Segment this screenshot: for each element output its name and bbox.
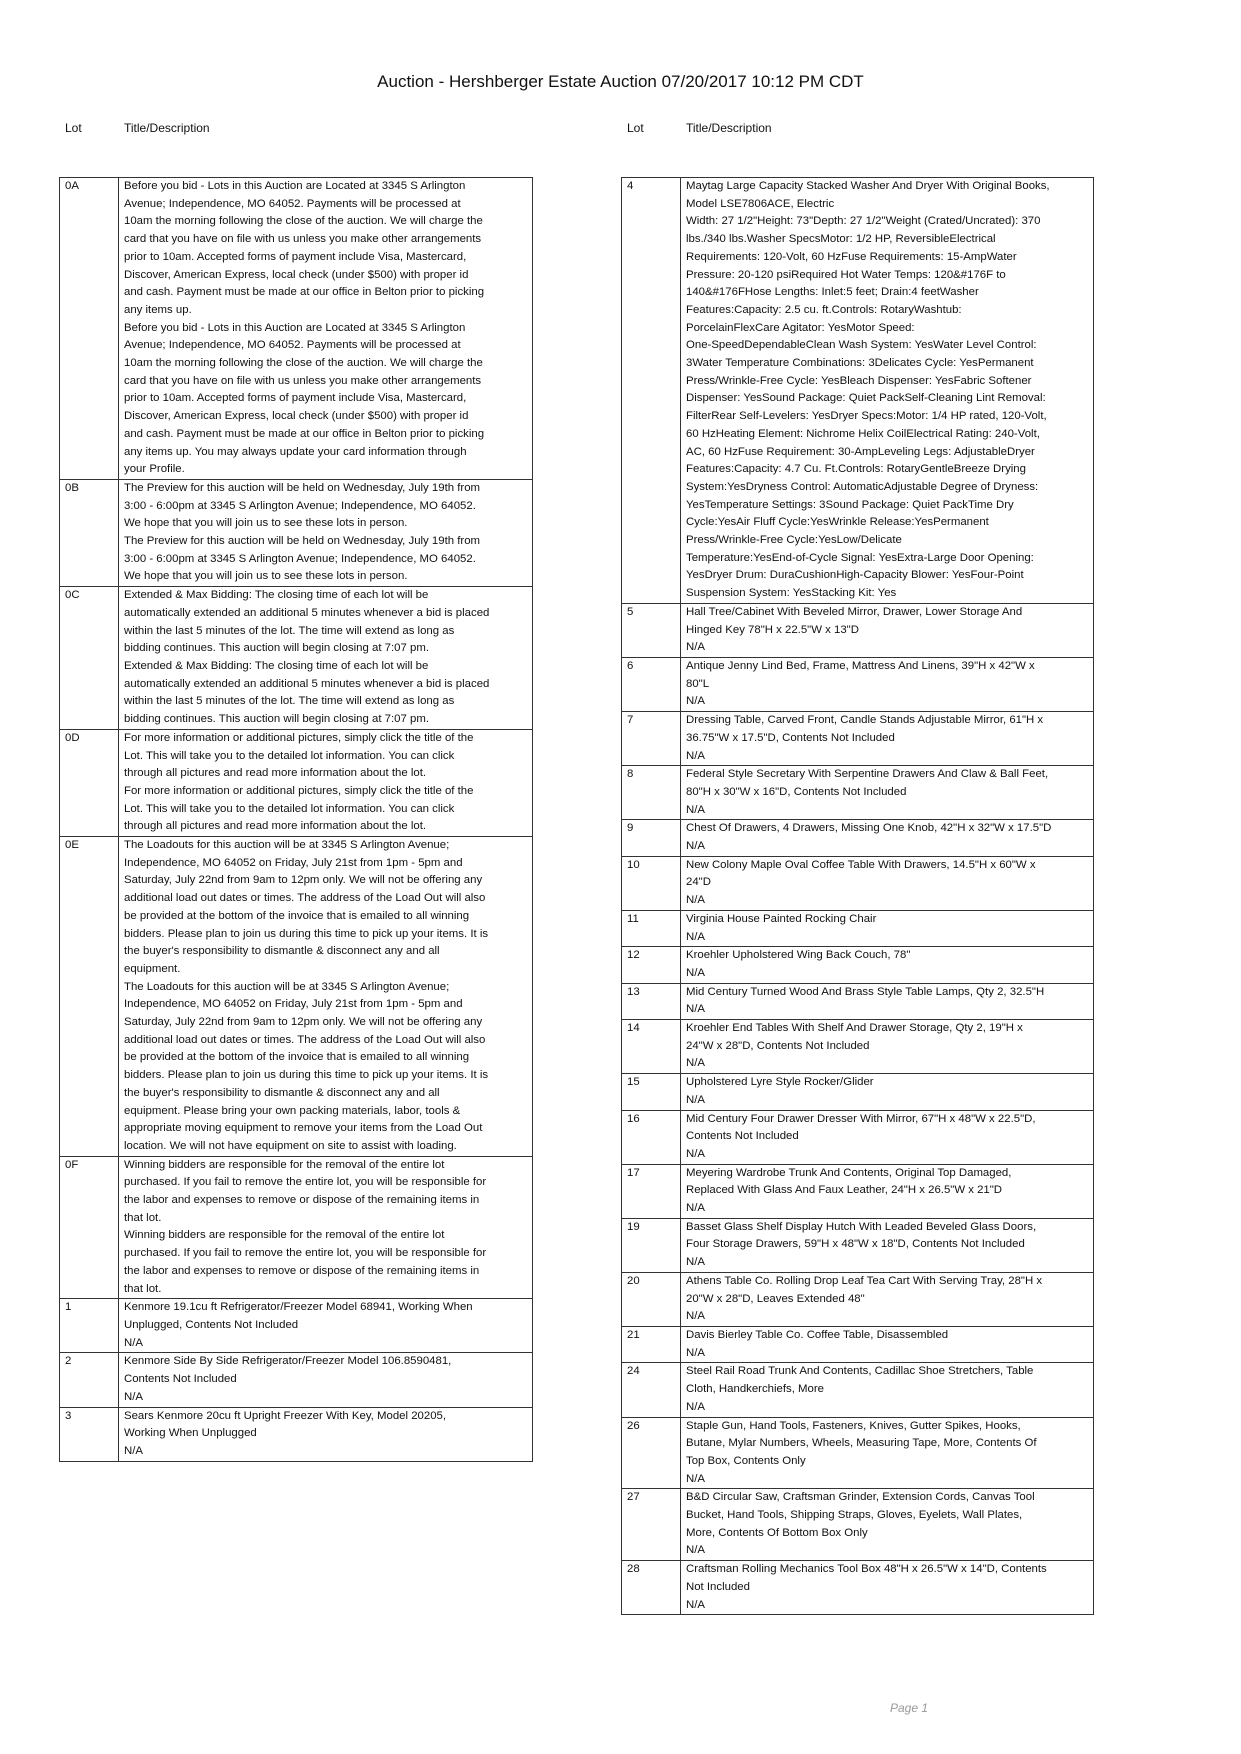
description-line: Kroehler End Tables With Shelf And Drawer Storage, Qty 2, 19"H x	[686, 1022, 1023, 1035]
lot-number: 0A	[60, 178, 119, 480]
description-line: 3Water Temperature Combinations: 3Delicates Cycle: YesPermanent	[686, 357, 1034, 370]
lot-description	[119, 729, 533, 836]
description-line: Upholstered Lyre Style Rocker/Glider	[686, 1076, 874, 1089]
lot-number: 7	[622, 712, 681, 766]
description-line: Cloth, Handkerchiefs, More	[686, 1383, 825, 1396]
table-row	[622, 983, 1094, 1019]
lot-number: 6	[622, 657, 681, 711]
description-line: N/A	[686, 1544, 705, 1557]
description-line: prior to 10am. Accepted forms of payment include Visa, Mastercard,	[124, 250, 467, 263]
table-row	[622, 603, 1094, 657]
description-line: Bucket, Hand Tools, Shipping Straps, Gloves, Eyelets, Wall Plates,	[686, 1509, 1023, 1522]
description-line: The Loadouts for this auction will be at 3345 S Arlington Avenue;	[124, 980, 450, 993]
description-line: lbs./340 lbs.Washer SpecsMotor: 1/2 HP, ReversibleElectrical	[686, 233, 996, 246]
description-line: N/A	[686, 1256, 705, 1269]
description-line: bidders. Please plan to join us during this time to pick up your items. It is	[124, 927, 489, 940]
lot-description	[119, 1353, 533, 1407]
table-row	[60, 1407, 533, 1461]
description-line: N/A	[686, 1093, 705, 1106]
description-line: bidding continues. This auction will begin closing at 7:07 pm.	[124, 713, 429, 726]
description-line: Press/Wrinkle-Free Cycle:YesLow/Delicate	[686, 534, 902, 547]
page-title: Auction - Hershberger Estate Auction 07/20/2017 10:12 PM CDT	[377, 72, 864, 91]
description-line: bidders. Please plan to join us during this time to pick up your items. It is	[124, 1069, 489, 1082]
description-line: and cash. Payment must be made at our office in Belton prior to picking	[124, 286, 485, 299]
table-row	[622, 712, 1094, 766]
lot-description	[681, 1272, 1094, 1326]
description-line: Discover, American Express, local check (under $500) with proper id	[124, 268, 469, 281]
lot-description	[119, 479, 533, 586]
description-line: Before you bid - Lots in this Auction are Located at 3345 S Arlington	[124, 321, 466, 334]
description-line: Top Box, Contents Only	[686, 1454, 806, 1467]
description-line: N/A	[686, 1003, 705, 1016]
lot-number: 11	[622, 910, 681, 946]
lot-description	[681, 657, 1094, 711]
lot-number: 21	[622, 1327, 681, 1363]
lot-description	[119, 1156, 533, 1299]
description-line: within the last 5 minutes of the lot. The time will extend as long as	[124, 624, 455, 637]
description-line: Antique Jenny Lind Bed, Frame, Mattress And Linens, 39"H x 42"W x	[686, 659, 1035, 672]
description-line: AC, 60 HzFuse Requirement: 30-AmpLeveling Legs: AdjustableDryer	[686, 445, 1035, 458]
description-line: automatically extended an additional 5 minutes whenever a bid is placed	[124, 606, 490, 619]
column-header-description-left: Title/Description	[124, 121, 210, 135]
description-line: Press/Wrinkle-Free Cycle: YesBleach Dispenser: YesFabric Softener	[686, 374, 1032, 387]
lot-description	[681, 712, 1094, 766]
column-header-description-right: Title/Description	[686, 121, 772, 135]
description-line: additional load out dates or times. The address of the Load Out will also	[124, 892, 486, 905]
description-line: the labor and expenses to remove or dispose of the remaining items in	[124, 1264, 480, 1277]
description-line: Discover, American Express, local check (under $500) with proper id	[124, 410, 469, 423]
description-line: PorcelainFlexCare Agitator: YesMotor Speed:	[686, 321, 915, 334]
description-line: Winning bidders are responsible for the removal of the entire lot	[124, 1229, 445, 1242]
lot-number: 0B	[60, 479, 119, 586]
description-line: Requirements: 120-Volt, 60 HzFuse Requirements: 15-AmpWater	[686, 250, 1017, 263]
lot-number: 10	[622, 856, 681, 910]
description-line: Contents Not Included	[124, 1373, 237, 1386]
table-row	[622, 657, 1094, 711]
description-line: 3:00 - 6:00pm at 3345 S Arlington Avenue; Independence, MO 64052.	[124, 499, 476, 512]
lot-number: 1	[60, 1299, 119, 1353]
description-line: Steel Rail Road Trunk And Contents, Cadillac Shoe Stretchers, Table	[686, 1365, 1034, 1378]
description-line: 140&#176FHose Lengths: Inlet:5 feet; Drain:4 feetWasher	[686, 286, 979, 299]
lot-description	[681, 947, 1094, 983]
description-line: The Preview for this auction will be held on Wednesday, July 19th from	[124, 535, 481, 548]
description-line: YesTemperature Settings: 3Sound Package: Quiet PackTime Dry	[686, 498, 1014, 511]
description-line: N/A	[686, 1598, 705, 1611]
description-line: Mid Century Four Drawer Dresser With Mirror, 67"H x 48"W x 22.5"D,	[686, 1112, 1036, 1125]
description-line: The Preview for this auction will be held on Wednesday, July 19th from	[124, 481, 481, 494]
description-line: FilterRear Self-Levelers: YesDryer Specs:Motor: 1/4 HP rated, 120-Volt,	[686, 410, 1047, 423]
lot-table-left	[59, 177, 533, 1462]
description-line: Staple Gun, Hand Tools, Fasteners, Knives, Gutter Spikes, Hooks,	[686, 1419, 1021, 1432]
description-line: Hall Tree/Cabinet With Beveled Mirror, Drawer, Lower Storage And	[686, 605, 1023, 618]
table-row	[622, 856, 1094, 910]
lot-description	[681, 178, 1094, 604]
lot-table-right	[621, 177, 1094, 1615]
description-line: that lot.	[124, 1282, 162, 1295]
description-line: any items up.	[124, 303, 192, 316]
column-header-lot-left: Lot	[65, 121, 82, 135]
column-header-lot-right: Lot	[627, 121, 644, 135]
lot-description	[119, 1407, 533, 1461]
table-row	[60, 1299, 533, 1353]
description-line: 60 HzHeating Element: Nichrome Helix CoilElectrical Rating: 240-Volt,	[686, 427, 1040, 440]
lot-number: 0F	[60, 1156, 119, 1299]
description-line: Width: 27 1/2"Height: 73"Depth: 27 1/2"Weight (Crated/Uncrated): 370	[686, 215, 1041, 228]
table-row	[622, 1020, 1094, 1074]
description-line: Unplugged, Contents Not Included	[124, 1319, 299, 1331]
description-line: Winning bidders are responsible for the removal of the entire lot	[124, 1158, 445, 1171]
lot-number: 3	[60, 1407, 119, 1461]
description-line: Mid Century Turned Wood And Brass Style Table Lamps, Qty 2, 32.5"H	[686, 985, 1045, 998]
lot-description	[681, 1363, 1094, 1417]
description-line: Before you bid - Lots in this Auction are Located at 3345 S Arlington	[124, 180, 466, 192]
lot-description	[681, 1327, 1094, 1363]
lot-number: 0C	[60, 587, 119, 730]
lot-number: 0E	[60, 837, 119, 1157]
table-row	[622, 766, 1094, 820]
description-line: Lot. This will take you to the detailed lot information. You can click	[124, 802, 455, 815]
description-line: additional load out dates or times. The address of the Load Out will also	[124, 1033, 486, 1046]
description-line: the labor and expenses to remove or dispose of the remaining items in	[124, 1194, 480, 1207]
lot-description	[681, 1074, 1094, 1110]
description-line: N/A	[686, 840, 705, 853]
description-line: Kenmore Side By Side Refrigerator/Freezer Model 106.8590481,	[124, 1355, 452, 1368]
lot-number: 0D	[60, 729, 119, 836]
lot-number: 13	[622, 983, 681, 1019]
description-line: N/A	[686, 1346, 705, 1359]
lot-description	[681, 1561, 1094, 1615]
description-line: For more information or additional pictures, simply click the title of the	[124, 784, 474, 797]
description-line: purchased. If you fail to remove the entire lot, you will be responsible for	[124, 1176, 487, 1189]
description-line: Avenue; Independence, MO 64052. Payments will be processed at	[124, 197, 461, 210]
description-line: Independence, MO 64052 on Friday, July 21st from 1pm - 5pm and	[124, 856, 463, 869]
description-line: Dispenser: YesSound Package: Quiet PackSelf-Cleaning Lint Removal:	[686, 392, 1046, 405]
description-line: Independence, MO 64052 on Friday, July 21st from 1pm - 5pm and	[124, 998, 463, 1011]
description-line: For more information or additional pictures, simply click the title of the	[124, 731, 474, 744]
description-line: Meyering Wardrobe Trunk And Contents, Original Top Damaged,	[686, 1166, 1012, 1179]
table-row	[60, 587, 533, 730]
description-line: Chest Of Drawers, 4 Drawers, Missing One Knob, 42"H x 32"W x 17.5"D	[686, 822, 1052, 835]
description-line: automatically extended an additional 5 minutes whenever a bid is placed	[124, 677, 490, 690]
description-line: through all pictures and read more information about the lot.	[124, 820, 427, 833]
table-row	[622, 1417, 1094, 1489]
table-row	[60, 479, 533, 586]
lot-description	[681, 910, 1094, 946]
lot-number: 4	[622, 178, 681, 604]
description-line: Suspension System: YesStacking Kit: Yes	[686, 587, 897, 600]
description-line: Model LSE7806ACE, Electric	[686, 197, 835, 210]
description-line: Federal Style Secretary With Serpentine Drawers And Claw & Ball Feet,	[686, 768, 1049, 781]
description-line: N/A	[686, 695, 705, 708]
description-line: N/A	[686, 930, 705, 943]
lot-number: 24	[622, 1363, 681, 1417]
description-line: Working When Unplugged	[124, 1427, 257, 1440]
description-line: equipment. Please bring your own packing materials, labor, tools &	[124, 1104, 461, 1117]
description-line: Pressure: 20-120 psiRequired Hot Water Temps: 120&#176F to	[686, 268, 1006, 281]
description-line: System:YesDryness Control: AutomaticAdjustable Degree of Dryness:	[686, 480, 1039, 493]
description-line: be provided at the bottom of the invoice that is emailed to all winning	[124, 1051, 470, 1064]
description-line: N/A	[686, 641, 705, 654]
description-line: and cash. Payment must be made at our office in Belton prior to picking	[124, 427, 485, 440]
lot-number: 2	[60, 1353, 119, 1407]
description-line: Cycle:YesAir Fluff Cycle:YesWrinkle Release:YesPermanent	[686, 516, 989, 529]
description-line: any items up. You may always update your card information through	[124, 445, 467, 458]
description-line: N/A	[124, 1444, 143, 1457]
lot-description	[681, 1489, 1094, 1561]
lot-number: 27	[622, 1489, 681, 1561]
description-line: be provided at the bottom of the invoice that is emailed to all winning	[124, 909, 470, 922]
table-row	[622, 1074, 1094, 1110]
description-line: Kenmore 19.1cu ft Refrigerator/Freezer Model 68941, Working When	[124, 1301, 473, 1314]
description-line: prior to 10am. Accepted forms of payment include Visa, Mastercard,	[124, 392, 467, 405]
lot-description	[119, 837, 533, 1157]
description-line: Temperature:YesEnd-of-Cycle Signal: YesExtra-Large Door Opening:	[686, 551, 1034, 564]
description-line: Virginia House Painted Rocking Chair	[686, 912, 877, 925]
description-line: your Profile.	[124, 463, 185, 476]
description-line: Dressing Table, Carved Front, Candle Stands Adjustable Mirror, 61"H x	[686, 714, 1044, 727]
description-line: One-SpeedDependableClean Wash System: YesWater Level Control:	[686, 339, 1037, 352]
lot-number: 26	[622, 1417, 681, 1489]
lot-number: 8	[622, 766, 681, 820]
description-line: that lot.	[124, 1211, 162, 1224]
description-line: the buyer's responsibility to dismantle & disconnect any and all	[124, 945, 440, 958]
table-row	[622, 910, 1094, 946]
description-line: Kroehler Upholstered Wing Back Couch, 78"	[686, 949, 911, 962]
description-line: Saturday, July 22nd from 9am to 12pm only. We will not be offering any	[124, 1016, 483, 1029]
description-line: 3:00 - 6:00pm at 3345 S Arlington Avenue; Independence, MO 64052.	[124, 552, 476, 565]
description-line: 36.75"W x 17.5"D, Contents Not Included	[686, 731, 895, 744]
description-line: purchased. If you fail to remove the entire lot, you will be responsible for	[124, 1247, 487, 1260]
description-line: location. We will not have equipment on site to assist with loading.	[124, 1139, 457, 1152]
description-line: card that you have on file with us unless you make other arrangements	[124, 374, 482, 387]
lot-description	[119, 1299, 533, 1353]
description-line: YesDryer Drum: DuraCushionHigh-Capacity Blower: YesFour-Point	[686, 569, 1024, 582]
description-line: appropriate moving equipment to remove your items from the Load Out	[124, 1122, 483, 1135]
description-line: 80"H x 30"W x 16"D, Contents Not Included	[686, 785, 907, 798]
lot-number: 14	[622, 1020, 681, 1074]
table-row	[622, 1272, 1094, 1326]
description-line: equipment.	[124, 962, 181, 975]
description-line: Contents Not Included	[686, 1130, 799, 1143]
description-line: Athens Table Co. Rolling Drop Leaf Tea Cart With Serving Tray, 28"H x	[686, 1274, 1043, 1287]
lot-description	[681, 820, 1094, 856]
description-line: Not Included	[686, 1580, 750, 1593]
table-row	[622, 1489, 1094, 1561]
table-row	[622, 1164, 1094, 1218]
description-line: N/A	[686, 966, 705, 979]
description-line: N/A	[686, 894, 705, 907]
description-line: 10am the morning following the close of the auction. We will charge the	[124, 357, 483, 370]
lot-number: 16	[622, 1110, 681, 1164]
lot-description	[681, 1218, 1094, 1272]
description-line: N/A	[686, 1202, 705, 1215]
description-line: Features:Capacity: 4.7 Cu. Ft.Controls: RotaryGentleBreeze Drying	[686, 463, 1026, 476]
lot-description	[119, 178, 533, 480]
lot-description	[681, 603, 1094, 657]
table-row	[60, 1353, 533, 1407]
description-line: Davis Bierley Table Co. Coffee Table, Disassembled	[686, 1329, 949, 1341]
description-line: N/A	[686, 749, 705, 762]
description-line: 20"W x 28"D, Leaves Extended 48"	[686, 1292, 865, 1305]
lot-description	[681, 1164, 1094, 1218]
description-line: Saturday, July 22nd from 9am to 12pm only. We will not be offering any	[124, 874, 483, 887]
lot-number: 5	[622, 603, 681, 657]
lot-description	[119, 587, 533, 730]
lot-description	[681, 1020, 1094, 1074]
table-row	[622, 1561, 1094, 1615]
description-line: Butane, Mylar Numbers, Wheels, Measuring Tape, More, Contents Of	[686, 1437, 1037, 1450]
description-line: 80"L	[686, 677, 710, 690]
description-line: N/A	[686, 1400, 705, 1413]
lot-description	[681, 1417, 1094, 1489]
description-line: We hope that you will join us to see these lots in person.	[124, 570, 408, 583]
description-line: Four Storage Drawers, 59"H x 48"W x 18"D, Contents Not Included	[686, 1238, 1025, 1251]
lot-number: 9	[622, 820, 681, 856]
description-line: Features:Capacity: 2.5 cu. ft.Controls: RotaryWashtub:	[686, 303, 962, 316]
description-line: Hinged Key 78"H x 22.5"W x 13"D	[686, 623, 859, 636]
description-line: bidding continues. This auction will begin closing at 7:07 pm.	[124, 642, 429, 655]
lot-description	[681, 1110, 1094, 1164]
description-line: N/A	[686, 1147, 705, 1160]
description-line: More, Contents Of Bottom Box Only	[686, 1526, 868, 1539]
description-line: N/A	[124, 1336, 143, 1349]
table-row	[622, 178, 1094, 604]
lot-number: 15	[622, 1074, 681, 1110]
description-line: N/A	[686, 1472, 705, 1485]
table-row	[622, 1363, 1094, 1417]
description-line: Extended & Max Bidding: The closing time of each lot will be	[124, 659, 429, 672]
description-line: The Loadouts for this auction will be at 3345 S Arlington Avenue;	[124, 839, 450, 852]
description-line: Basset Glass Shelf Display Hutch With Leaded Beveled Glass Doors,	[686, 1220, 1037, 1233]
table-row	[622, 1218, 1094, 1272]
description-line: New Colony Maple Oval Coffee Table With Drawers, 14.5"H x 60"W x	[686, 858, 1036, 871]
table-row	[622, 1110, 1094, 1164]
description-line: card that you have on file with us unless you make other arrangements	[124, 233, 482, 246]
description-line: N/A	[686, 803, 705, 816]
table-row	[60, 1156, 533, 1299]
lot-number: 28	[622, 1561, 681, 1615]
lot-description	[681, 766, 1094, 820]
description-line: N/A	[124, 1390, 143, 1403]
table-row	[622, 1327, 1094, 1363]
description-line: through all pictures and read more information about the lot.	[124, 767, 427, 780]
table-row	[622, 820, 1094, 856]
lot-number: 12	[622, 947, 681, 983]
lot-description	[681, 983, 1094, 1019]
lot-number: 20	[622, 1272, 681, 1326]
lot-description	[681, 856, 1094, 910]
table-row	[60, 178, 533, 480]
lot-number: 19	[622, 1218, 681, 1272]
description-line: Extended & Max Bidding: The closing time of each lot will be	[124, 589, 429, 602]
description-line: within the last 5 minutes of the lot. The time will extend as long as	[124, 695, 455, 708]
table-row	[622, 947, 1094, 983]
description-line: B&D Circular Saw, Craftsman Grinder, Extension Cords, Canvas Tool	[686, 1491, 1035, 1504]
description-line: Craftsman Rolling Mechanics Tool Box 48"H x 26.5"W x 14"D, Contents	[686, 1563, 1047, 1576]
description-line: We hope that you will join us to see these lots in person.	[124, 517, 408, 530]
description-line: Sears Kenmore 20cu ft Upright Freezer With Key, Model 20205,	[124, 1409, 447, 1422]
description-line: 10am the morning following the close of the auction. We will charge the	[124, 215, 483, 228]
description-line: Maytag Large Capacity Stacked Washer And Dryer With Original Books,	[686, 180, 1050, 192]
description-line: 24"W x 28"D, Contents Not Included	[686, 1039, 870, 1052]
description-line: N/A	[686, 1057, 705, 1070]
description-line: Replaced With Glass And Faux Leather, 24"H x 26.5"W x 21"D	[686, 1184, 1003, 1197]
lot-number: 17	[622, 1164, 681, 1218]
description-line: 24"D	[686, 876, 711, 889]
description-line: N/A	[686, 1310, 705, 1323]
description-line: Avenue; Independence, MO 64052. Payments will be processed at	[124, 339, 461, 352]
table-row	[60, 837, 533, 1157]
description-line: Lot. This will take you to the detailed lot information. You can click	[124, 749, 455, 762]
table-row	[60, 729, 533, 836]
description-line: the buyer's responsibility to dismantle & disconnect any and all	[124, 1086, 440, 1099]
page-number: Page 1	[890, 1701, 929, 1715]
